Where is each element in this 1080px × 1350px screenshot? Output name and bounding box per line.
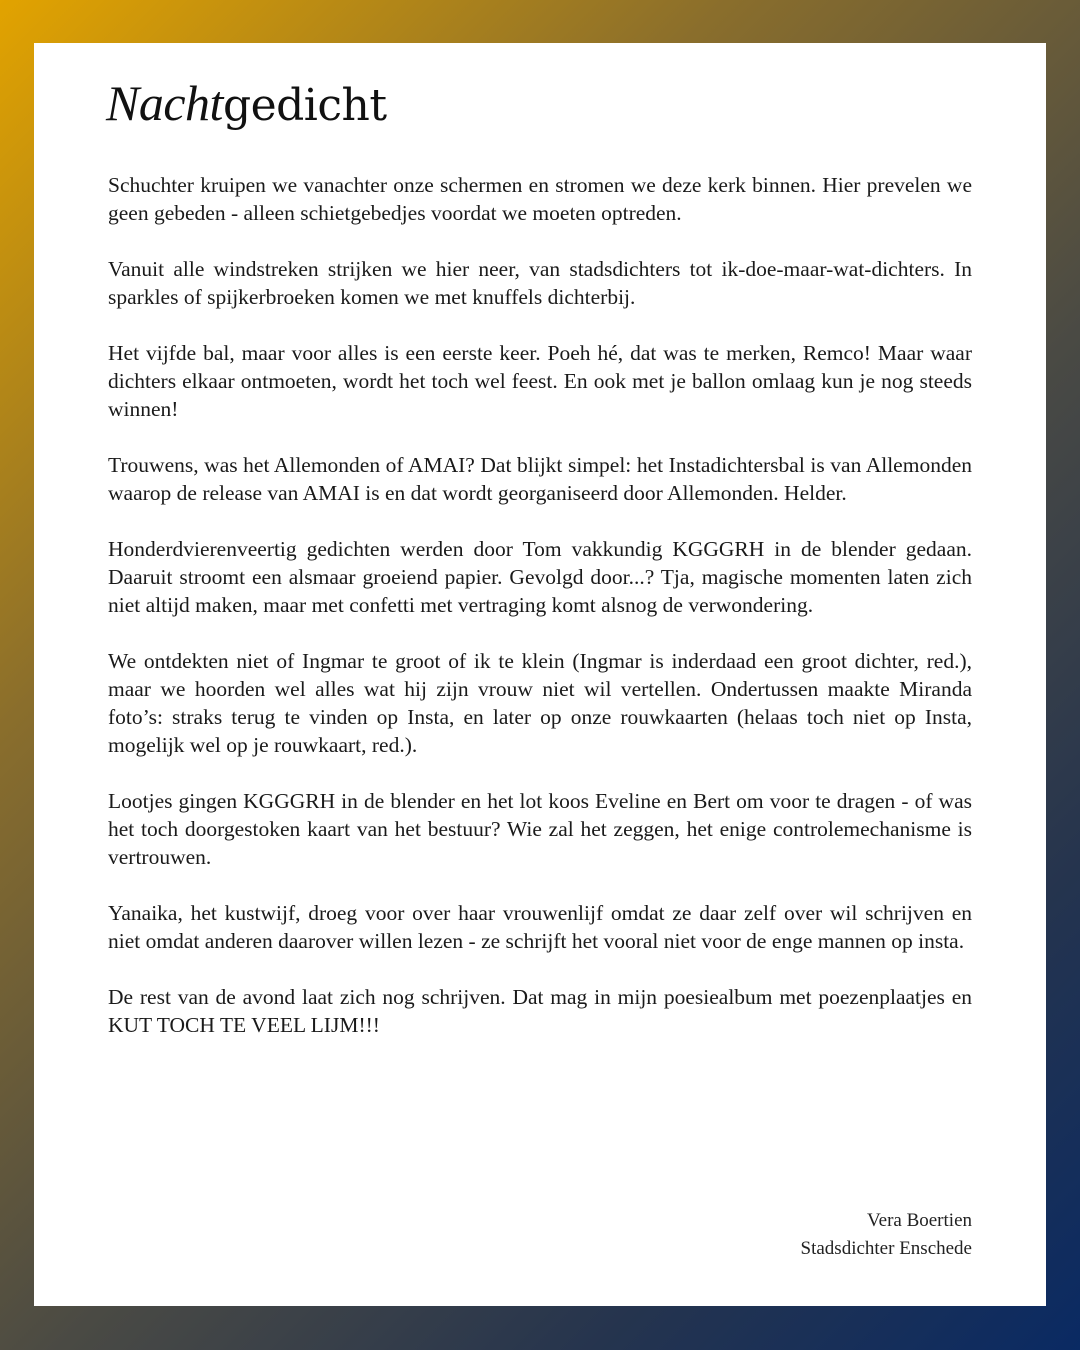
poem-body: [108, 171, 972, 1067]
poem-title: [106, 73, 387, 136]
title-italic-part: Nacht: [106, 75, 223, 131]
poem-paragraph: Honderdvierenveertig gedichten werden door Tom vakkundig KGGGRH in de blender gedaan. Daaruit stroomt een alsmaar groeiend papier. Gevolgd door...? Tja, magische momenten laten zich niet altijd maken, maar met confetti met vertraging komt alsnog de verwondering.: [108, 537, 972, 617]
poem-paragraph: De rest van de avond laat zich nog schrijven. Dat mag in mijn poesiealbum met poezenplaatjes en KUT TOCH TE VEEL LIJM!!!: [108, 985, 972, 1037]
poem-paragraph: Yanaika, het kustwijf, droeg voor over haar vrouwenlijf omdat ze daar zelf over wil schrijven en niet omdat anderen daarover willen lezen - ze schrijft het vooral niet voor de enge mannen op insta.: [108, 901, 972, 953]
poem-card: [34, 43, 1046, 1306]
poem-paragraph: Lootjes gingen KGGGRH in de blender en het lot koos Eveline en Bert om voor te dragen - of was het toch doorgestoken kaart van het bestuur? Wie zal het zeggen, het enige controlemechanisme is vertrouwen.: [108, 789, 972, 869]
signature: [801, 1207, 972, 1263]
poem-paragraph: We ontdekten niet of Ingmar te groot of ik te klein (Ingmar is inderdaad een groot dichter, red.), maar we hoorden wel alles wat hij zijn vrouw niet wil vertellen. Ondertussen maakte Miranda foto’s: straks terug te vinden op Insta, en later op onze rouwkaarten (helaas toch niet op Insta, mogelijk wel op je rouwkaart, red.).: [108, 649, 972, 757]
poem-paragraph: Schuchter kruipen we vanachter onze schermen en stromen we deze kerk binnen. Hier prevelen we geen gebeden - alleen schietgebedjes voordat we moeten optreden.: [108, 173, 972, 225]
title-regular-part: gedicht: [222, 80, 387, 131]
poem-paragraph: Het vijfde bal, maar voor alles is een eerste keer. Poeh hé, dat was te merken, Remco! Maar waar dichters elkaar ontmoeten, wordt het toch wel feest. En ook met je ballon omlaag kun je nog steeds winnen!: [108, 341, 972, 421]
poem-paragraph: Vanuit alle windstreken strijken we hier neer, van stadsdichters tot ik-doe-maar-wat-dichters. In sparkles of spijkerbroeken komen we met knuffels dichterbij.: [108, 257, 972, 309]
author-name: Vera Boertien: [867, 1210, 972, 1231]
poem-paragraph: Trouwens, was het Allemonden of AMAI? Dat blijkt simpel: het Instadichtersbal is van Allemonden waarop de release van AMAI is en dat wordt georganiseerd door Allemonden. Helder.: [108, 453, 972, 505]
author-role: Stadsdichter Enschede: [800, 1238, 972, 1259]
